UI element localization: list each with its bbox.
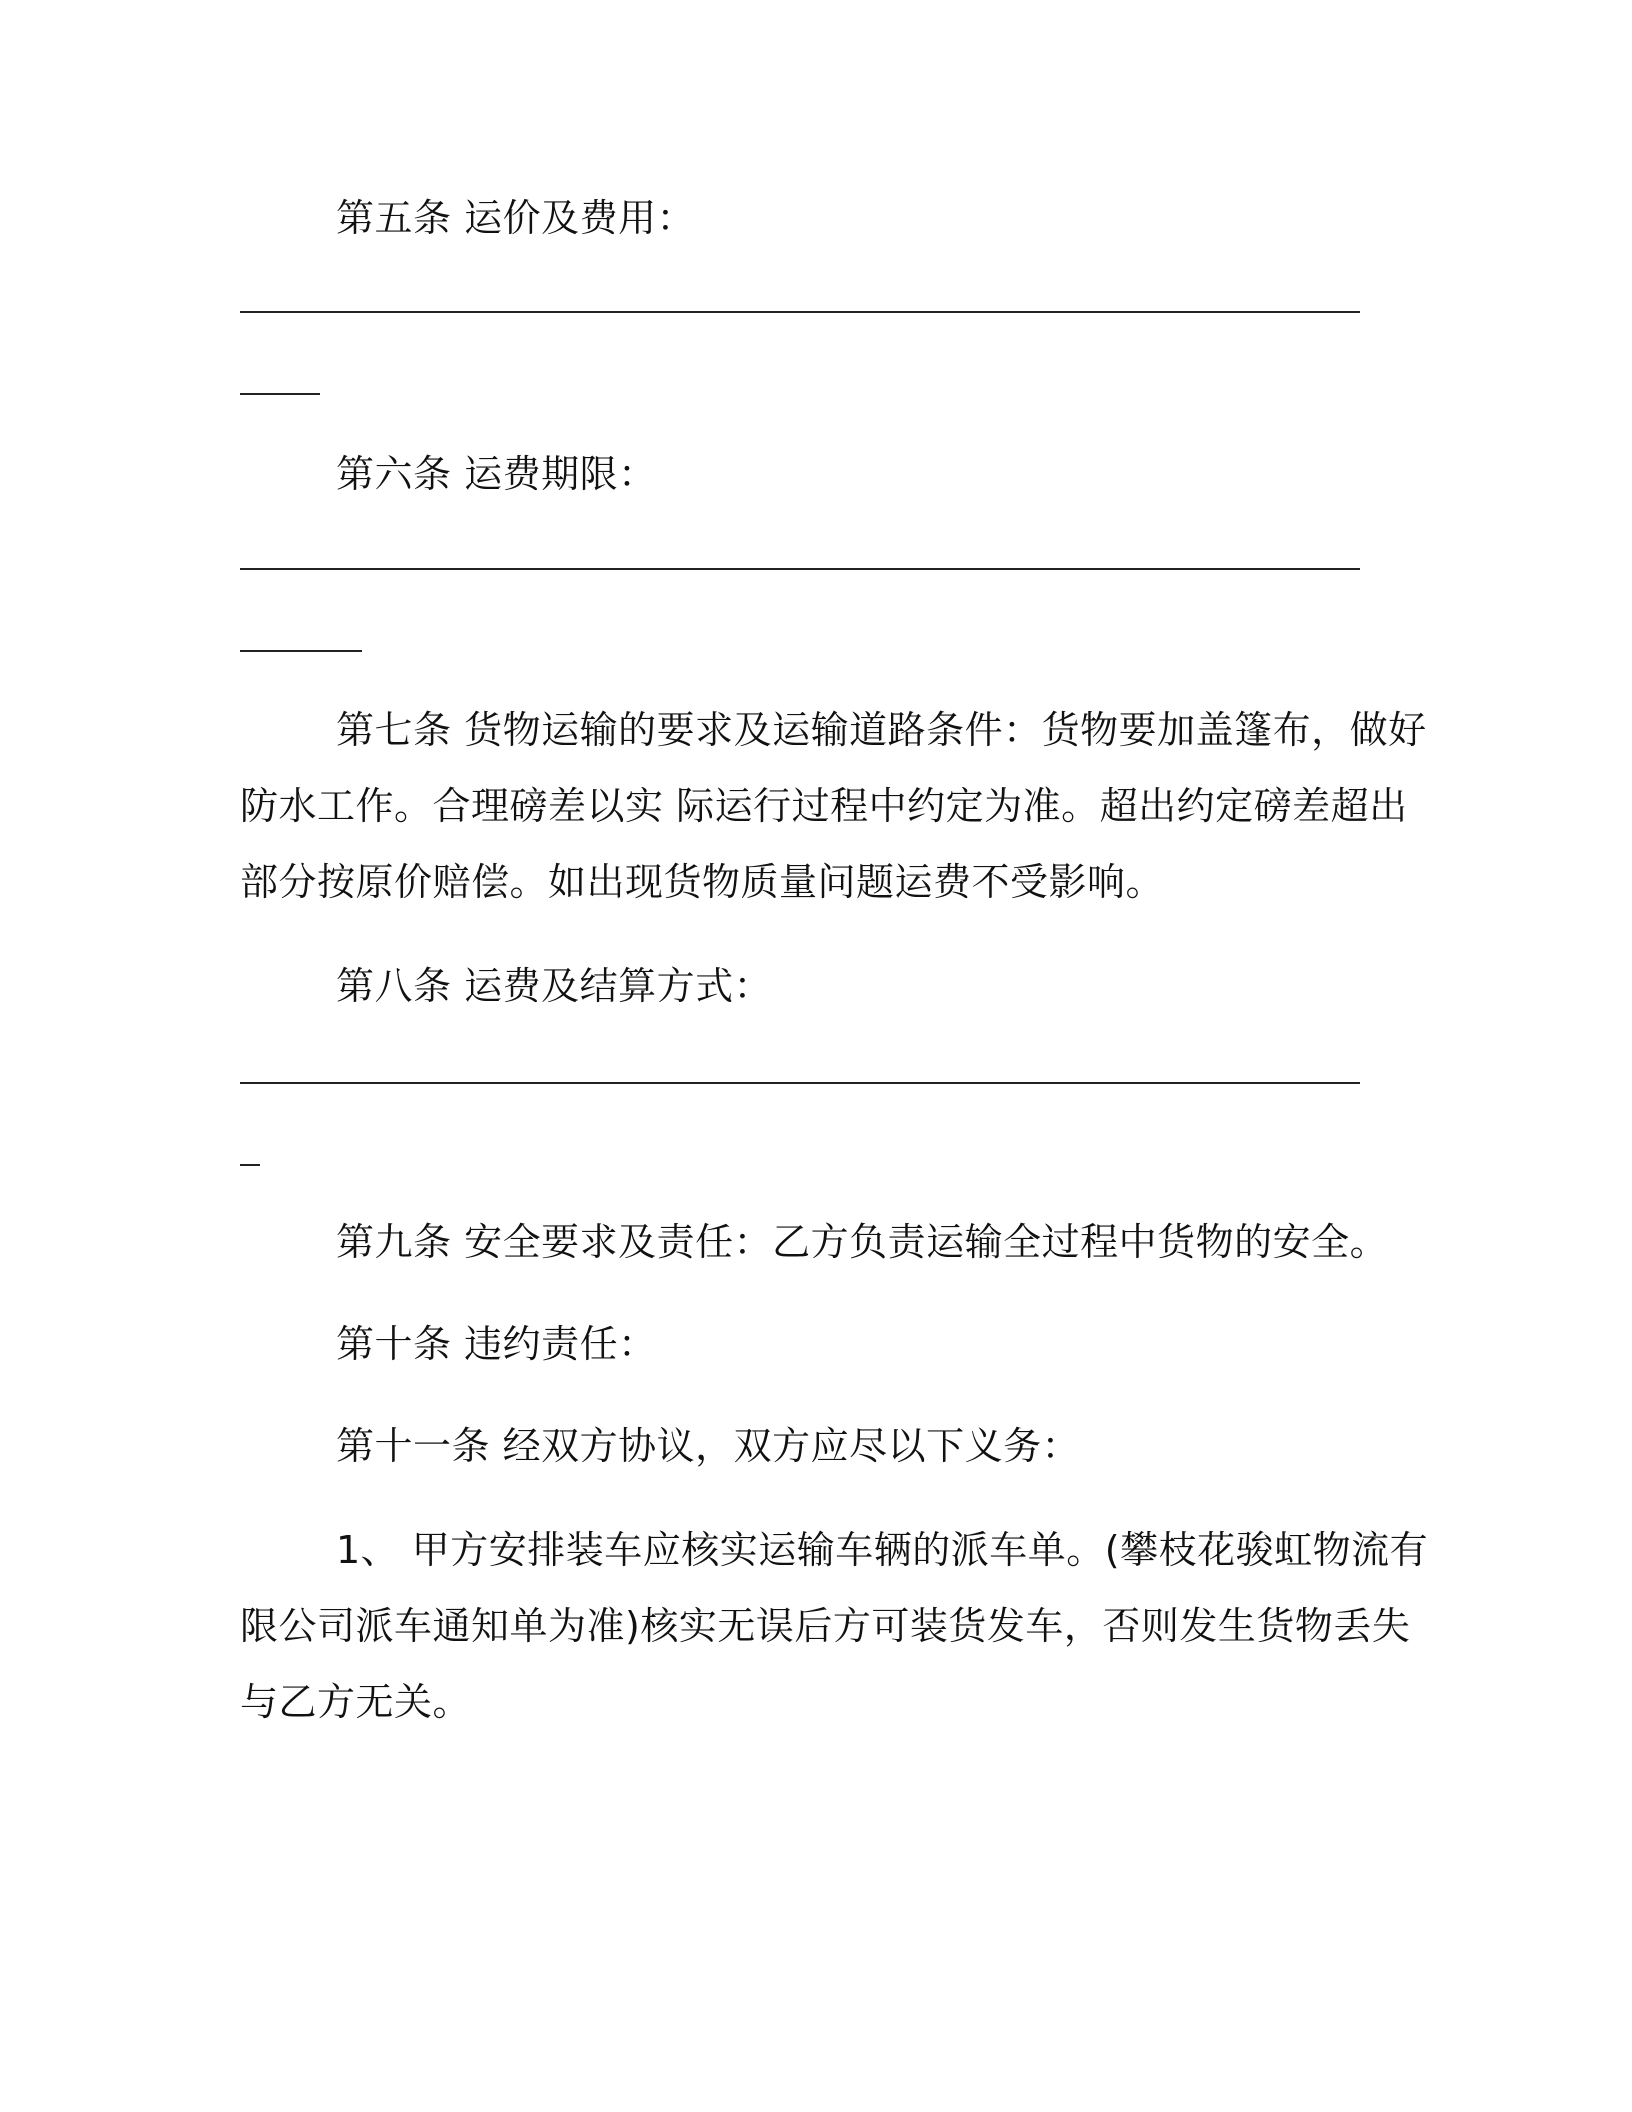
- article-9-text: 第九条 安全要求及责任：乙方负责运输全过程中货物的安全。: [336, 1220, 1389, 1264]
- article-6-title: 第六条 运费期限：: [336, 452, 657, 496]
- article-10-title: 第十条 违约责任：: [336, 1322, 657, 1366]
- blank-line-article-5: [240, 311, 1360, 313]
- article-7-line-1: 第七条 货物运输的要求及运输道路条件：货物要加盖篷布，做好: [336, 708, 1427, 752]
- obligation-item-1-line-1: 1、 甲方安排装车应核实运输车辆的派车单。(攀枝花骏虹物流有: [336, 1528, 1429, 1572]
- obligation-item-1-line-2: 限公司派车通知单为准)核实无误后方可装货发车，否则发生货物丢失: [240, 1604, 1411, 1648]
- blank-line-article-5-continued: [240, 393, 320, 395]
- article-7-line-3: 部分按原价赔偿。如出现货物质量问题运费不受影响。: [240, 860, 1165, 904]
- blank-line-article-8: [240, 1082, 1360, 1084]
- article-7-line-2: 防水工作。合理磅差以实 际运行过程中约定为准。超出约定磅差超出: [240, 784, 1408, 828]
- blank-line-article-6-continued: [240, 650, 362, 652]
- article-5-title: 第五条 运价及费用：: [336, 196, 696, 240]
- blank-line-article-8-continued: [240, 1164, 260, 1166]
- article-8-title: 第八条 运费及结算方式：: [336, 964, 773, 1008]
- obligation-item-1-line-3: 与乙方无关。: [240, 1680, 472, 1724]
- blank-line-article-6: [240, 568, 1360, 570]
- article-11-title: 第十一条 经双方协议，双方应尽以下义务：: [336, 1424, 1081, 1468]
